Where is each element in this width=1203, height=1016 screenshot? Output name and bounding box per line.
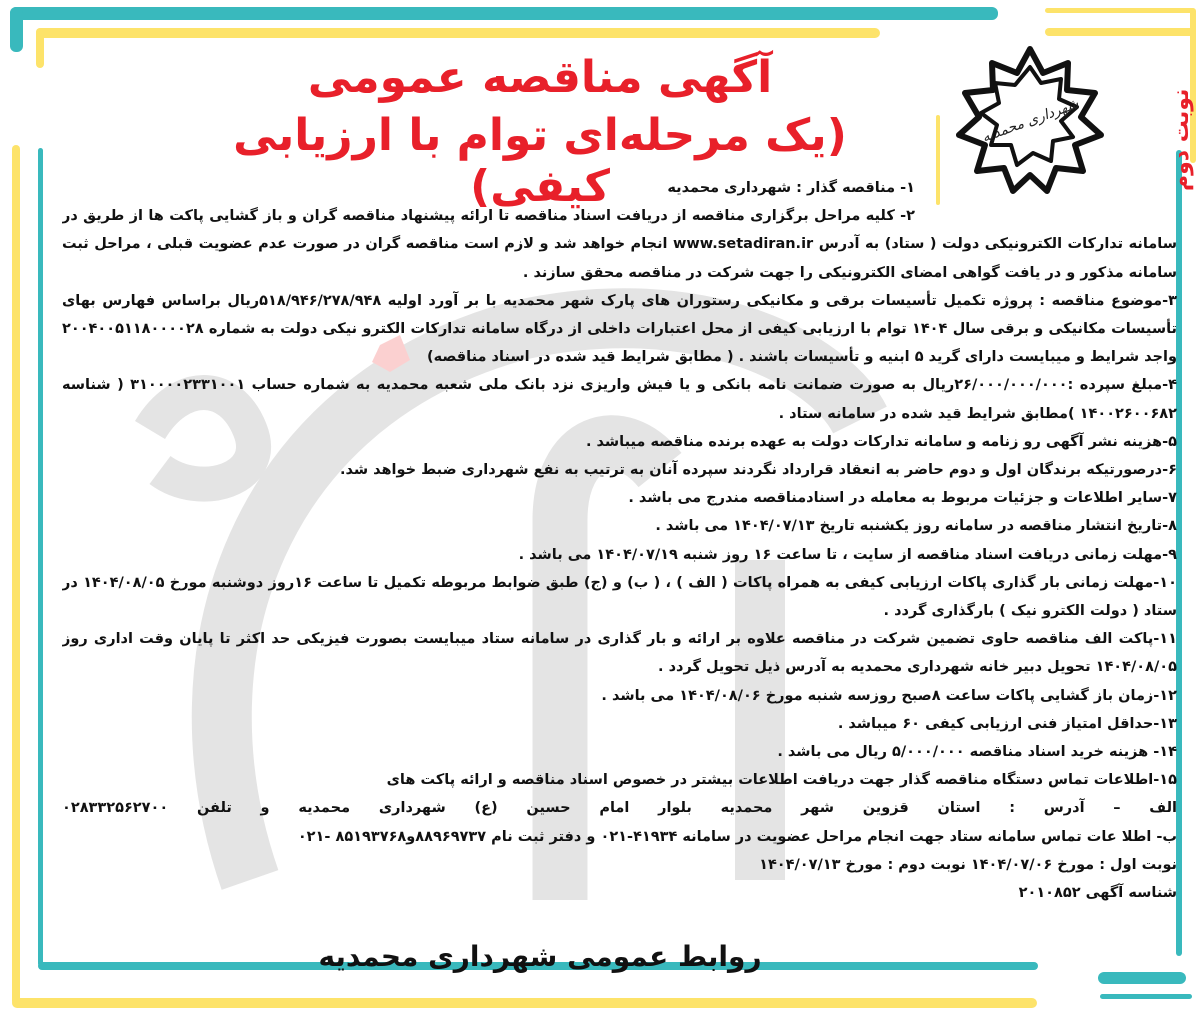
body-line: سامانه تدارکات الکترونیکی دولت ( ستاد) به آدرس www.setadiran.ir انجام خواهد شد و لازم است مناقصه گران در صورت عدم عضویت قبلی ، مراحل ثبت	[62, 236, 1177, 253]
body-line: الف – آدرس : استان قزوین شهر محمدیه بلوار امام حسین (ع) شهرداری محمدیه و تلفن ۰۲۸۳۳۲۵۶۲۷۰۰	[62, 800, 1177, 817]
municipality-logo	[955, 45, 1105, 195]
body-line: واجد شرایط و میبایست دارای گرید ۵ ابنیه و تأسیسات باشند . ( مطابق شرایط قید شده در اسناد مناقصه)	[426, 349, 1177, 366]
issue-label: نوبت دوم	[1169, 88, 1194, 192]
frame-bottomright-teal2	[1100, 994, 1192, 999]
frame-left-teal	[38, 148, 43, 966]
frame-top-left-teal	[10, 7, 23, 52]
body-line: ۱۲-زمان باز گشایی پاکات ساعت ۸صبح روزسه شنبه مورخ ۱۴۰۴/۰۸/۰۶ می باشد .	[601, 687, 1177, 704]
frame-topright-yellow2	[1045, 28, 1195, 36]
body-line: ۱۱-پاکت الف مناقصه حاوی تضمین شرکت در مناقصه علاوه بر ارائه و بار گذاری در سامانه ستاد میبایست بصورت فیزیکی حد اکثر تا پایان وقت اداری روز	[62, 631, 1177, 648]
frame-topright-yellow	[1045, 8, 1195, 13]
frame-top-teal	[10, 7, 998, 20]
logo-box-border	[936, 115, 940, 205]
title-line-1: آگهی مناقصه عمومی	[307, 52, 773, 103]
frame-bottomright-teal	[1098, 972, 1186, 984]
body-line: شناسه آگهی ۲۰۱۰۸۵۲	[1018, 885, 1177, 901]
body-line: ۱۰-مهلت زمانی بار گذاری پاکات ارزیابی کیفی به همراه پاکات ( الف ) ، ( ب) و (ج) طبق ضوابط مربوطه تکمیل تا ساعت ۱۶روز دوشنبه مورخ ۱۴۰۴/۰۸/۰۵ در	[62, 574, 1177, 591]
frame-top-yellow	[36, 28, 880, 38]
frame-top-yellow-corner	[36, 28, 44, 68]
body-line: ۱۴- هزینه خرید اسناد مناقصه ۵/۰۰۰/۰۰۰ ریال می باشد .	[777, 744, 1177, 760]
body-line: ستاد ( دولت الکترو نیک ) بارگذاری گردد .	[883, 603, 1177, 619]
body-line: ۱- مناقصه گذار : شهرداری محمدیه	[667, 180, 915, 196]
body-line: تأسیسات مکانیکی و برقی سال ۱۴۰۴ توام با ارزیابی کیفی از محل اعتبارات داخلی از درگاه سامانه تدارکات الکترو نیکی دولت به شماره ۲۰۰۴۰۰۵۱۱۸۰۰۰۰۲۸	[62, 321, 1177, 337]
body-line: ۴-مبلغ سپرده :۲۶/۰۰۰/۰۰۰/۰۰۰ریال به صورت ضمانت نامه بانکی و یا فیش واریزی نزد بانک ملی شعبه محمدیه به شماره حساب ۳۱۰۰۰۰۲۳۳۱۰۰۱ ( شناسه	[62, 377, 1177, 394]
body-line: ۱۵-اطلاعات تماس دستگاه مناقصه گذار جهت دریافت اطلاعات بیشتر در خصوص اسناد مناقصه و ارائه پاکت های	[386, 772, 1177, 789]
body-line: ۶-درصورتیکه برندگان اول و دوم حاضر به انعقاد قرارداد نگردند سپرده آنان به ترتیب به نفع شهرداری ضبط خواهد شد.	[339, 462, 1177, 478]
body-line: سامانه مذکور و در یافت گواهی امضای الکترونیکی را جهت شرکت در مناقصه محقق سازند .	[522, 264, 1177, 281]
body-line: نوبت اول : مورخ ۱۴۰۴/۰۷/۰۶ نوبت دوم : مورخ ۱۴۰۴/۰۷/۱۳	[759, 856, 1177, 873]
body-line: ۱۴۰۰۲۶۰۰۶۸۲ )مطابق شرایط قید شده در سامانه ستاد .	[778, 405, 1177, 422]
body-line: ۸-تاریخ انتشار مناقصه در سامانه روز یکشنبه تاریخ ۱۴۰۴/۰۷/۱۳ می باشد .	[655, 518, 1177, 535]
body-line: ۳-موضوع مناقصه : پروژه تکمیل تأسیسات برقی و مکانیکی رستوران های پارک شهر محمدیه با بر آورد اولیه ۵۱۸/۹۴۶/۲۷۸/۹۴۸ریال براساس فهارس بهای	[62, 292, 1177, 309]
body-line: ۵-هزینه نشر آگهی رو زنامه و سامانه تدارکات دولت به عهده برنده مناقصه میباشد .	[585, 433, 1177, 450]
body-line: ۱۳-حداقل امتیاز فنی ارزیابی کیفی ۶۰ میباشد .	[837, 715, 1177, 732]
footer-signature: روابط عمومی شهرداری محمدیه	[318, 940, 762, 973]
frame-left-yellow	[12, 145, 20, 1005]
body-line: ۱۴۰۴/۰۸/۰۵ تحویل دبیر خانه شهرداری محمدیه به آدرس ذیل تحویل گردد .	[658, 659, 1177, 676]
svg-text:شهرداری محمدیه: شهرداری محمدیه	[979, 96, 1081, 146]
body-line: ۹-مهلت زمانی دریافت اسناد مناقصه از سایت ، تا ساعت ۱۶ روز شنبه ۱۴۰۴/۰۷/۱۹ می باشد .	[518, 546, 1177, 563]
body-line: ۷-سایر اطلاعات و جزئیات مربوط به معامله در اسنادمناقصه مندرج می باشد .	[628, 490, 1177, 507]
body-line: ۲- کلیه مراحل برگزاری مناقصه از دریافت اسناد مناقصه تا ارائه پیشنهاد مناقصه گران و باز گشایی پاکت ها از طریق در	[62, 208, 915, 225]
title-line-2: (یک مرحله‌ای توام با ارزیابی کیفی)	[233, 110, 847, 212]
body-line: ب- اطلا عات تماس سامانه ستاد جهت انجام مراحل عضویت در سامانه ۴۱۹۳۴-۰۲۱ و دفتر ثبت نام ۸۸۹۶۹۷۳۷و۸۵۱۹۳۷۶۸ -۰۲۱	[297, 828, 1177, 845]
frame-bottom-yellow	[12, 998, 1037, 1008]
